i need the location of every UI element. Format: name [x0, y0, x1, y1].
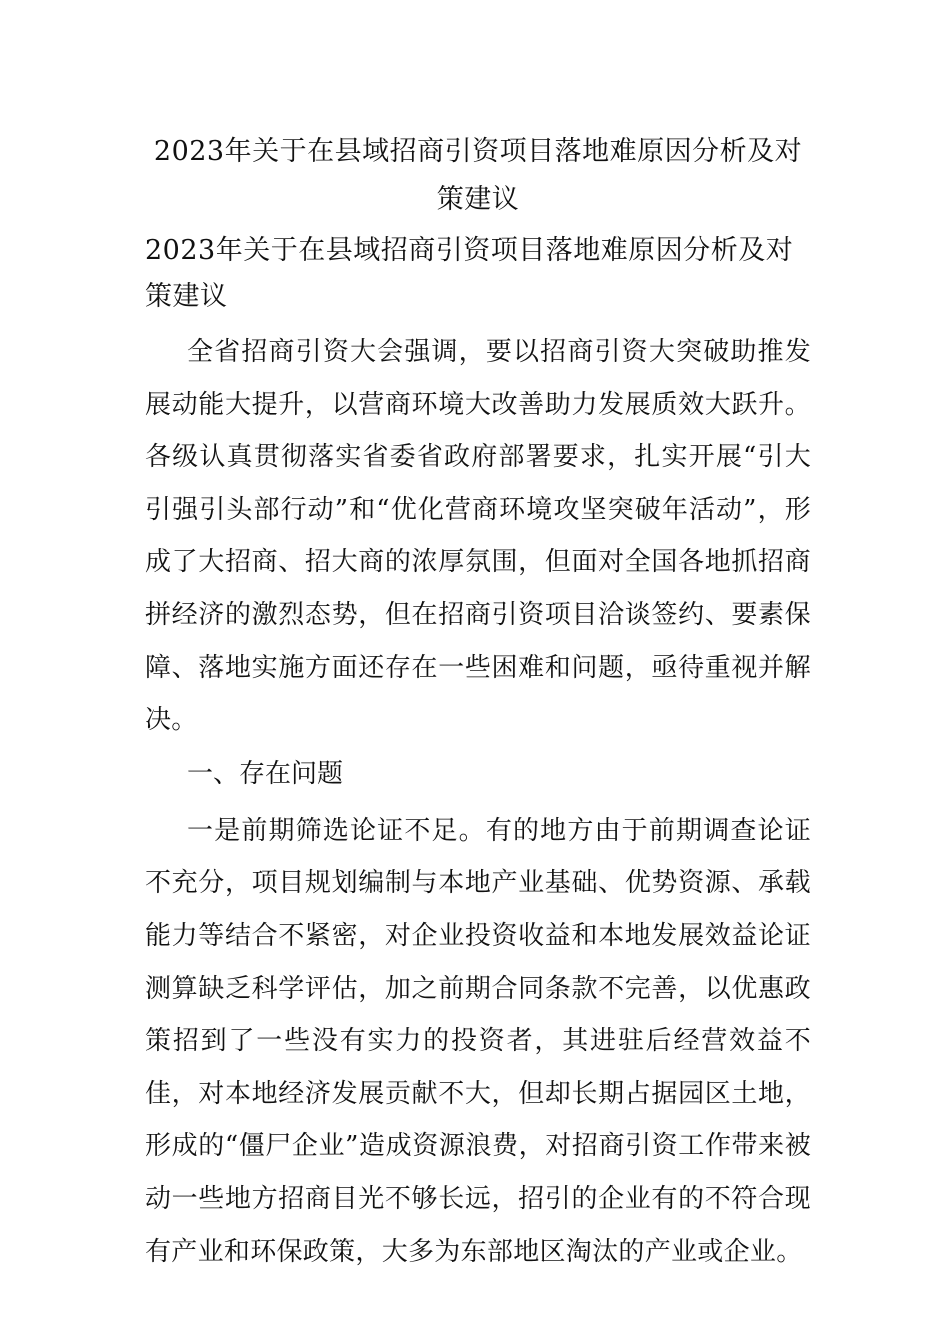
section-paragraph: 一是前期筛选论证不足。有的地方由于前期调查论证不充分，项目规划编制与本地产业基础、优势资源、承载能力等结合不紧密，对企业投资收益和本地发展效益论证测算缺乏科学评估，加之前期合同条款不完善，以优惠政策招到了一些没有实力的投资者，其进驻后经营效益不佳，对本地经济发展贡献不大，但却长期占据园区土地，形成的“僵尸企业”造成资源浪费，对招商引资工作带来被动一些地方招商目光不够长远，招引的企业有的不符合现有产业和环保政策，大多为东部地区淘汰的产业或企业。 [145, 815, 811, 1267]
document-title: 2023年关于在县域招商引资项目落地难原因分析及对策建议 [153, 136, 803, 215]
document-subtitle: 2023年关于在县域招商引资项目落地难原因分析及对策建议 [145, 235, 794, 312]
intro-paragraph: 全省招商引资大会强调，要以招商引资大突破助推发展动能大提升，以营商环境大改善助力发展质效大跃升。各级认真贯彻落实省委省政府部署要求，扎实开展“引大引强引头部行动”和“优化营商环境攻坚突破年活动”，形成了大招商、招大商的浓厚氛围，但面对全国各地抓招商拼经济的激烈态势，但在招商引资项目洽谈签约、要素保障、落地实施方面还存在一些困难和问题，亟待重视并解决。 [145, 337, 811, 736]
section-heading: 一、存在问题 [187, 758, 344, 789]
document-page [145, 128, 811, 1278]
